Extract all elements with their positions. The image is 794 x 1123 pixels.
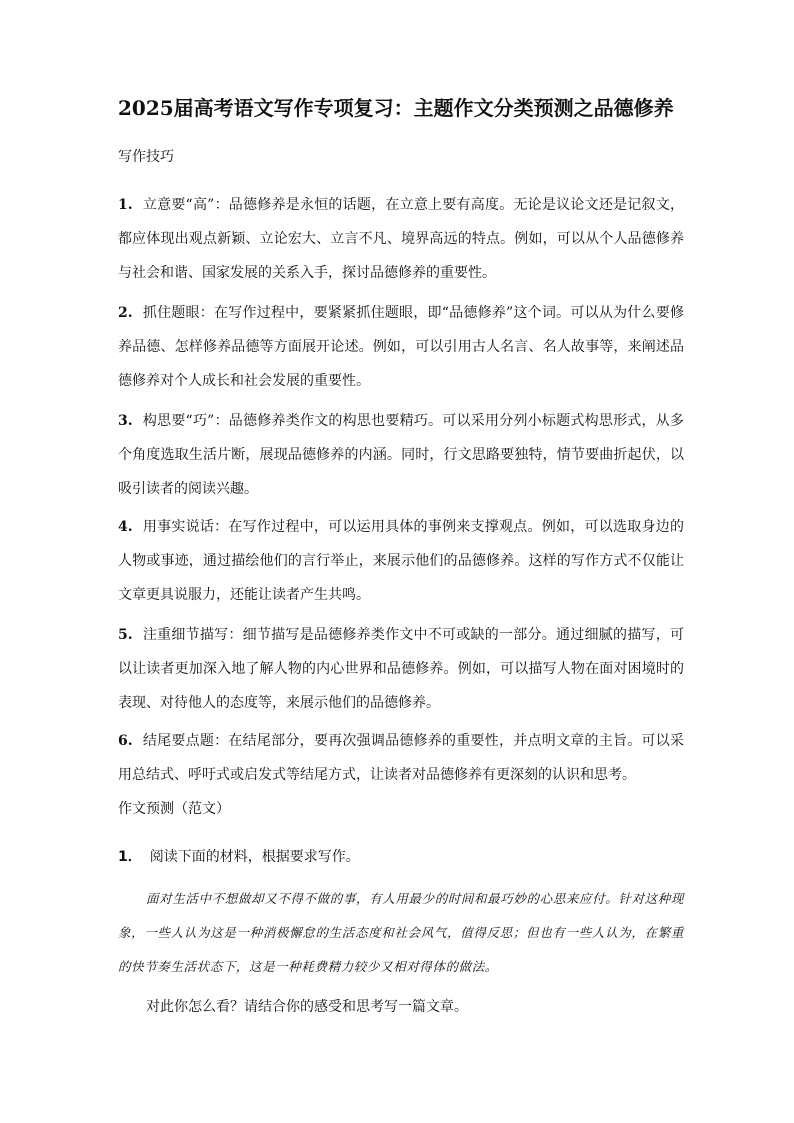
section-heading-writing-tips: 写作技巧: [118, 149, 174, 165]
tip-number: 6.: [118, 733, 133, 749]
tip-item-5: [118, 618, 684, 720]
page-title: 2025届高考语文写作专项复习：主题作文分类预测之品德修养: [118, 96, 674, 120]
question-instruction: 阅读下面的材料，根据要求写作。: [149, 849, 360, 865]
tip-item-4: [118, 510, 684, 612]
tip-item-2: [118, 296, 684, 398]
tip-item-1: [118, 188, 684, 290]
tip-number: 4.: [118, 519, 133, 535]
tip-text: 抓住题眼：在写作过程中，要紧紧抓住题眼，即“品德修养”这个词。可以从为什么要修养品德、怎样修养品德等方面展开论述。例如，可以引用古人名言、名人故事等，来阐述品德修养对个人成长和社会发展的重要性。: [118, 305, 684, 389]
tip-text: 构思要“巧”：品德修养类作文的构思也要精巧。可以采用分列小标题式构思形式，从多个角度选取生活片断，展现品德修养的内涵。同时，行文思路要独特，情节要曲折起伏，以吸引读者的阅读兴趣。: [118, 413, 684, 497]
tip-number: 3.: [118, 413, 133, 429]
question-material: 面对生活中不想做却又不得不做的事，有人用最少的时间和最巧妙的心思来应付。针对这种现象，一些人认为这是一种消极懈怠的生活态度和社会风气，值得反思；但也有一些人认为，在繁重的快节奏生活状态下，这是一种耗费精力较少又相对得体的做法。: [118, 891, 684, 974]
question-prompt: 对此你怎么看？请结合你的感受和思考写一篇文章。: [146, 999, 468, 1015]
tip-number: 1.: [118, 197, 133, 213]
tip-item-6: [118, 724, 684, 792]
tip-number: 5.: [118, 627, 133, 643]
section-heading-forecast: 作文预测（范文）: [118, 801, 230, 817]
question-number: 1．: [118, 849, 142, 865]
tip-text: 注重细节描写：细节描写是品德修养类作文中不可或缺的一部分。通过细腻的描写，可以让读者更加深入地了解人物的内心世界和品德修养。例如，可以描写人物在面对困境时的表现、对待他人的态度等，来展示他们的品德修养。: [118, 627, 684, 711]
tip-number: 2.: [118, 305, 133, 321]
question-heading: [118, 846, 360, 868]
tip-text: 用事实说话：在写作过程中，可以运用具体的事例来支撑观点。例如，可以选取身边的人物或事迹，通过描绘他们的言行举止，来展示他们的品德修养。这样的写作方式不仅能让文章更具说服力，还能让读者产生共鸣。: [118, 519, 684, 603]
tip-item-3: [118, 404, 684, 506]
tip-text: 立意要“高”：品德修养是永恒的话题，在立意上要有高度。无论是议论文还是记叙文，都应体现出观点新颖、立论宏大、立言不凡、境界高远的特点。例如，可以从个人品德修养与社会和谐、国家发展的关系入手，探讨品德修养的重要性。: [118, 197, 684, 281]
tip-text: 结尾要点题：在结尾部分，要再次强调品德修养的重要性，并点明文章的主旨。可以采用总结式、呼吁式或启发式等结尾方式，让读者对品德修养有更深刻的认识和思考。: [118, 733, 684, 783]
